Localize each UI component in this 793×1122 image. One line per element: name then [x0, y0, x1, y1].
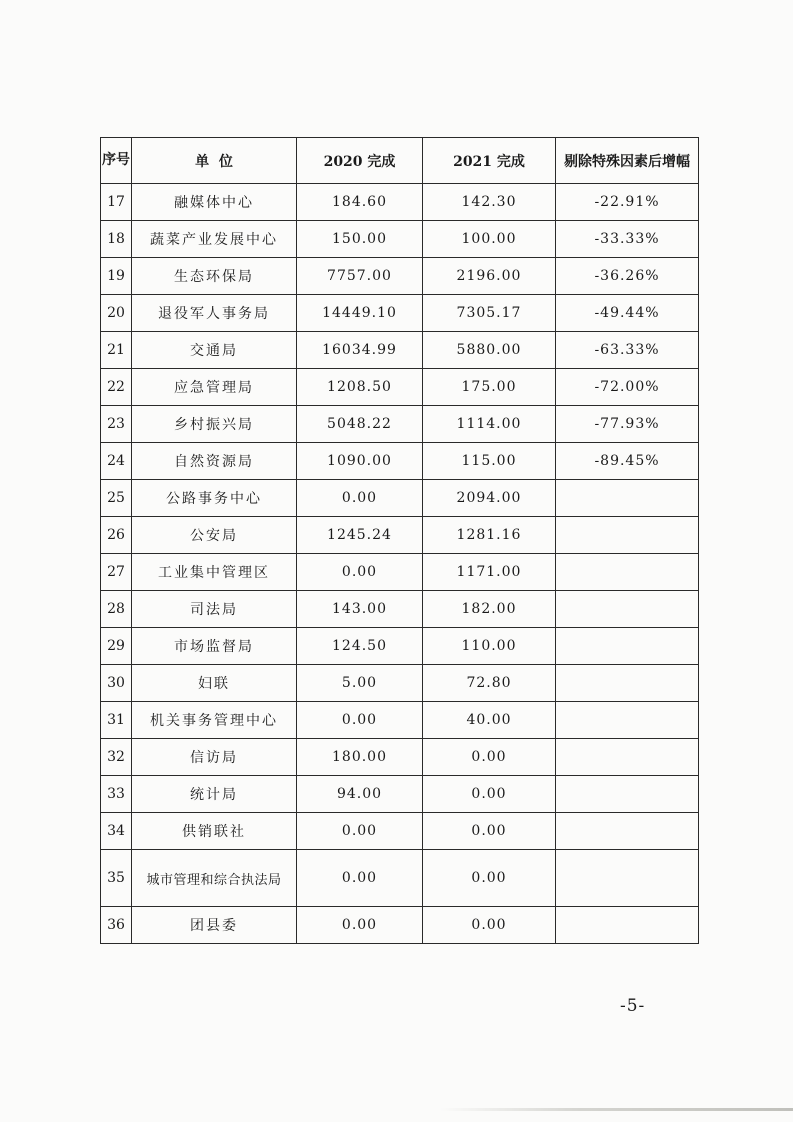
row-2021-value: 175.00: [423, 369, 556, 406]
page-number: -5-: [620, 996, 646, 1016]
row-unit: 司法局: [132, 591, 297, 628]
row-index: 17: [101, 184, 132, 221]
row-growth-rate: [556, 628, 699, 665]
header-unit: 单 位: [132, 138, 297, 184]
row-unit: 公安局: [132, 517, 297, 554]
header-growth-rate: 剔除特殊因素后增幅: [556, 138, 699, 184]
row-unit: 信访局: [132, 739, 297, 776]
row-unit: 退役军人事务局: [132, 295, 297, 332]
table-row: [101, 628, 699, 665]
row-2020-value: 143.00: [297, 591, 423, 628]
row-2020-value: 0.00: [297, 702, 423, 739]
row-2020-value: 1090.00: [297, 443, 423, 480]
row-growth-rate: [556, 907, 699, 944]
row-index: 26: [101, 517, 132, 554]
row-2021-value: 182.00: [423, 591, 556, 628]
row-index: 35: [101, 850, 132, 907]
row-2021-value: 0.00: [423, 850, 556, 907]
table-row: [101, 813, 699, 850]
row-unit: 自然资源局: [132, 443, 297, 480]
row-2020-value: 0.00: [297, 554, 423, 591]
row-growth-rate: [556, 702, 699, 739]
row-2020-value: 150.00: [297, 221, 423, 258]
row-2020-value: 0.00: [297, 480, 423, 517]
row-unit: 融媒体中心: [132, 184, 297, 221]
row-2020-value: 1245.24: [297, 517, 423, 554]
row-index: 30: [101, 665, 132, 702]
table-row: [101, 665, 699, 702]
row-index: 19: [101, 258, 132, 295]
table-row: [101, 850, 699, 907]
scan-edge-mark: [440, 1108, 793, 1111]
table-row: [101, 443, 699, 480]
row-growth-rate: -36.26%: [556, 258, 699, 295]
table-row: [101, 702, 699, 739]
row-index: 32: [101, 739, 132, 776]
row-2021-value: 0.00: [423, 813, 556, 850]
row-2020-value: 124.50: [297, 628, 423, 665]
row-unit: 蔬菜产业发展中心: [132, 221, 297, 258]
row-2020-value: 5.00: [297, 665, 423, 702]
row-index: 36: [101, 907, 132, 944]
row-unit: 城市管理和综合执法局: [132, 850, 297, 907]
table-row: [101, 406, 699, 443]
row-unit: 市场监督局: [132, 628, 297, 665]
header-2020: 2020 完成: [297, 138, 423, 184]
row-2021-value: 142.30: [423, 184, 556, 221]
row-growth-rate: -63.33%: [556, 332, 699, 369]
row-growth-rate: -33.33%: [556, 221, 699, 258]
row-index: 25: [101, 480, 132, 517]
row-growth-rate: [556, 517, 699, 554]
row-2021-value: 1171.00: [423, 554, 556, 591]
row-growth-rate: [556, 739, 699, 776]
row-unit: 乡村振兴局: [132, 406, 297, 443]
row-2021-value: 0.00: [423, 907, 556, 944]
row-growth-rate: -77.93%: [556, 406, 699, 443]
table-row: [101, 184, 699, 221]
row-index: 28: [101, 591, 132, 628]
row-growth-rate: [556, 665, 699, 702]
row-growth-rate: [556, 776, 699, 813]
row-unit: 供销联社: [132, 813, 297, 850]
table-row: [101, 295, 699, 332]
row-index: 29: [101, 628, 132, 665]
row-2021-value: 1114.00: [423, 406, 556, 443]
table-row: [101, 369, 699, 406]
row-2020-value: 0.00: [297, 813, 423, 850]
row-2021-value: 100.00: [423, 221, 556, 258]
row-index: 18: [101, 221, 132, 258]
header-index: 序号: [101, 138, 132, 184]
row-growth-rate: -72.00%: [556, 369, 699, 406]
row-2021-value: 72.80: [423, 665, 556, 702]
table-row: [101, 332, 699, 369]
header-2021: 2021 完成: [423, 138, 556, 184]
row-index: 33: [101, 776, 132, 813]
table-header-row: [101, 138, 699, 184]
row-growth-rate: -89.45%: [556, 443, 699, 480]
row-2020-value: 94.00: [297, 776, 423, 813]
row-2021-value: 2196.00: [423, 258, 556, 295]
table-row: [101, 480, 699, 517]
row-growth-rate: [556, 850, 699, 907]
row-growth-rate: [556, 554, 699, 591]
table-row: [101, 221, 699, 258]
row-growth-rate: -49.44%: [556, 295, 699, 332]
row-index: 22: [101, 369, 132, 406]
row-2020-value: 7757.00: [297, 258, 423, 295]
row-index: 20: [101, 295, 132, 332]
row-index: 21: [101, 332, 132, 369]
data-table: [100, 137, 699, 944]
row-2020-value: 14449.10: [297, 295, 423, 332]
row-2021-value: 0.00: [423, 776, 556, 813]
row-2021-value: 1281.16: [423, 517, 556, 554]
row-unit: 机关事务管理中心: [132, 702, 297, 739]
table-body: [101, 184, 699, 944]
row-2021-value: 115.00: [423, 443, 556, 480]
row-2020-value: 5048.22: [297, 406, 423, 443]
row-index: 31: [101, 702, 132, 739]
row-2021-value: 5880.00: [423, 332, 556, 369]
table-row: [101, 591, 699, 628]
row-2021-value: 2094.00: [423, 480, 556, 517]
row-growth-rate: [556, 591, 699, 628]
row-unit: 团县委: [132, 907, 297, 944]
row-unit: 交通局: [132, 332, 297, 369]
row-2020-value: 180.00: [297, 739, 423, 776]
row-2021-value: 40.00: [423, 702, 556, 739]
row-unit: 工业集中管理区: [132, 554, 297, 591]
row-index: 27: [101, 554, 132, 591]
row-growth-rate: [556, 813, 699, 850]
table-row: [101, 554, 699, 591]
table-row: [101, 739, 699, 776]
table-row: [101, 907, 699, 944]
row-index: 24: [101, 443, 132, 480]
row-index: 34: [101, 813, 132, 850]
row-index: 23: [101, 406, 132, 443]
row-unit: 妇联: [132, 665, 297, 702]
row-unit: 公路事务中心: [132, 480, 297, 517]
row-2020-value: 16034.99: [297, 332, 423, 369]
row-unit: 统计局: [132, 776, 297, 813]
row-unit: 生态环保局: [132, 258, 297, 295]
table-row: [101, 776, 699, 813]
row-growth-rate: [556, 480, 699, 517]
row-2021-value: 110.00: [423, 628, 556, 665]
row-2020-value: 0.00: [297, 850, 423, 907]
row-2021-value: 7305.17: [423, 295, 556, 332]
table-row: [101, 258, 699, 295]
row-2020-value: 1208.50: [297, 369, 423, 406]
row-growth-rate: -22.91%: [556, 184, 699, 221]
table-row: [101, 517, 699, 554]
row-2020-value: 0.00: [297, 907, 423, 944]
row-2021-value: 0.00: [423, 739, 556, 776]
row-2020-value: 184.60: [297, 184, 423, 221]
row-unit: 应急管理局: [132, 369, 297, 406]
